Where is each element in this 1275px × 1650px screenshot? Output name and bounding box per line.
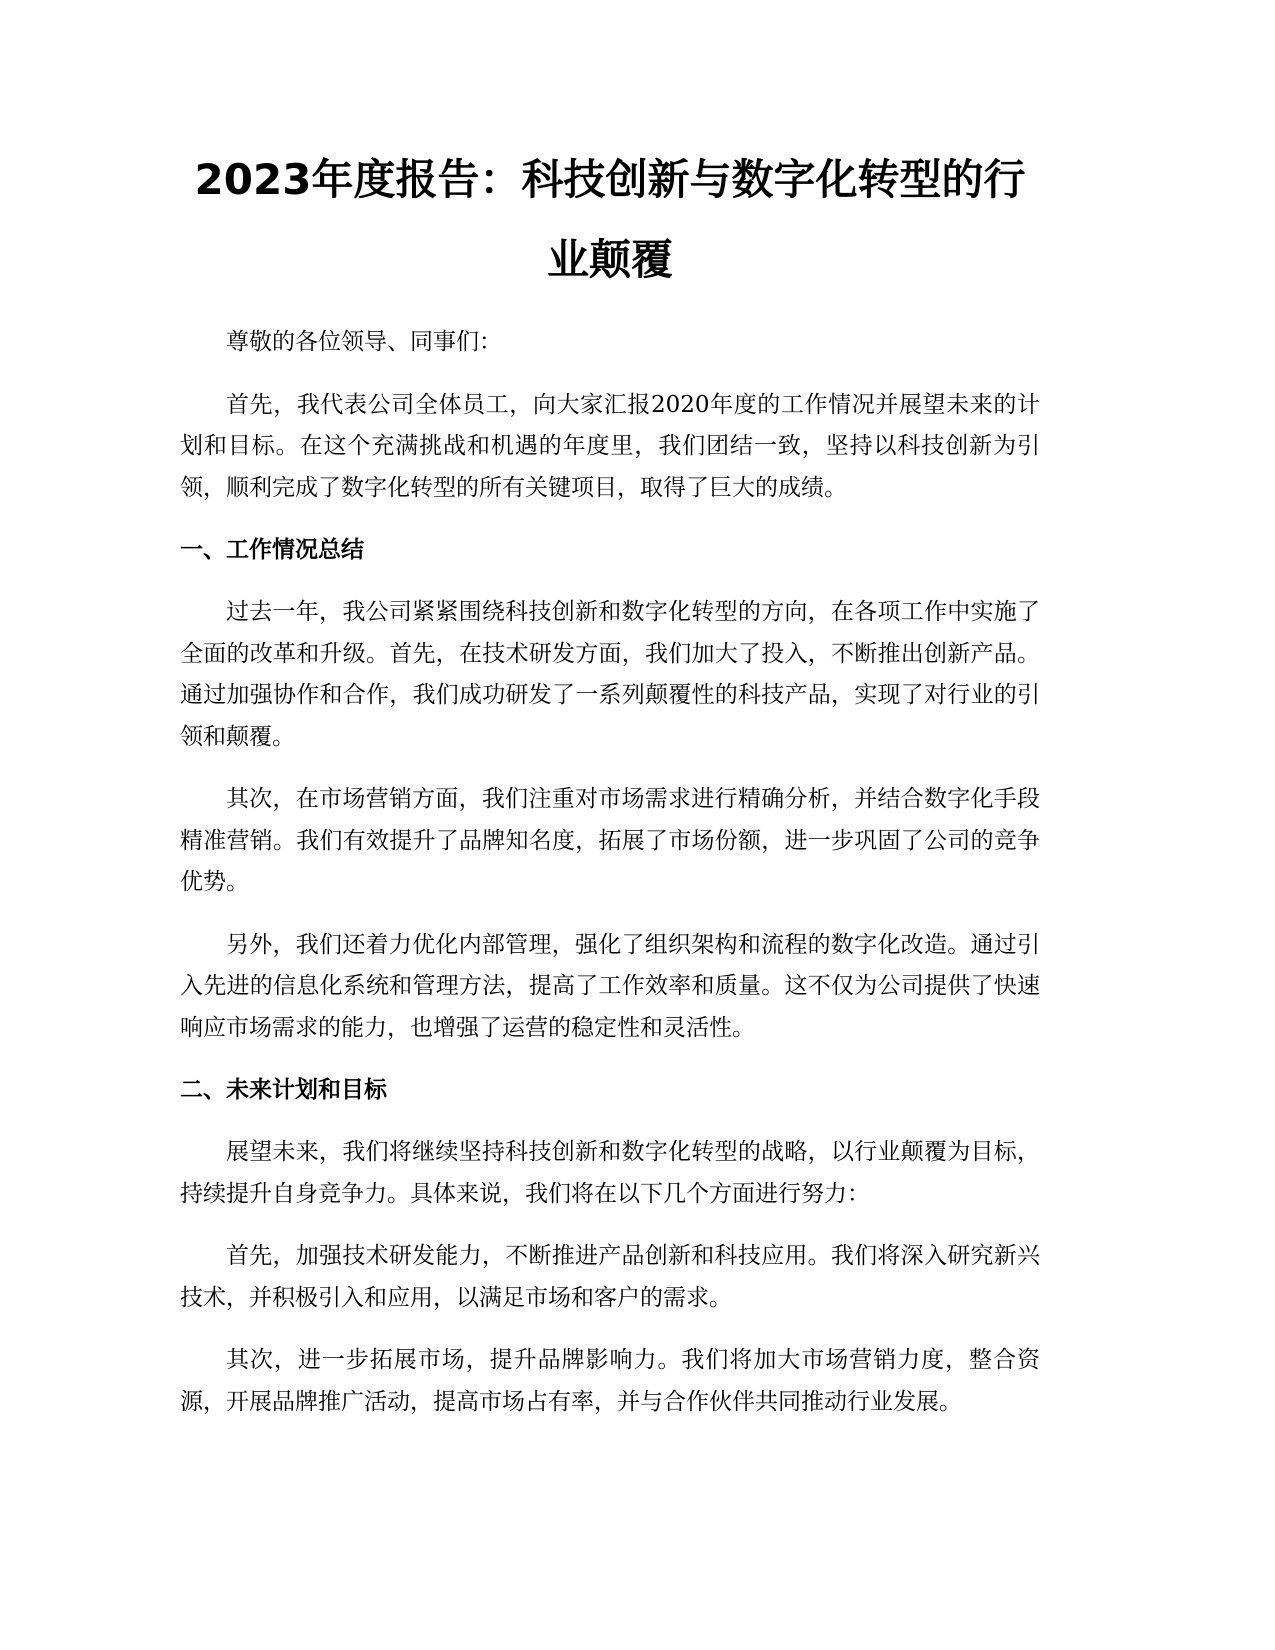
intro-paragraph: 首先，我代表公司全体员工，向大家汇报2020年度的工作情况并展望未来的计划和目标。在这个充满挑战和机遇的年度里，我们团结一致，坚持以科技创新为引领，顺利完成了数字化转型的所有关键项目，取得了巨大的成绩。 [180,391,1040,501]
document-title: 2023年度报告：科技创新与数字化转型的行业颠覆 [194,155,1026,284]
section-heading-plans: 二、未来计划和目标 [180,1077,387,1103]
paragraph: 过去一年，我公司紧紧围绕科技创新和数字化转型的方向，在各项工作中实施了全面的改革和升级。首先，在技术研发方面，我们加大了投入，不断推出创新产品。通过加强协作和合作，我们成功研发了一系列颠覆性的科技产品，实现了对行业的引领和颠覆。 [180,599,1040,750]
paragraph: 其次，在市场营销方面，我们注重对市场需求进行精确分析，并结合数字化手段精准营销。我们有效提升了品牌知名度，拓展了市场份额，进一步巩固了公司的竞争优势。 [180,786,1040,895]
section-heading-summary: 一、工作情况总结 [180,537,364,563]
salutation: 尊敬的各位领导、同事们： [226,329,502,355]
paragraph: 展望未来，我们将继续坚持科技创新和数字化转型的战略，以行业颠覆为目标，持续提升自身竞争力。具体来说，我们将在以下几个方面进行努力： [180,1139,1040,1207]
paragraph: 另外，我们还着力优化内部管理，强化了组织架构和流程的数字化改造。通过引入先进的信息化系统和管理方法，提高了工作效率和质量。这不仅为公司提供了快速响应市场需求的能力，也增强了运营的稳定性和灵活性。 [180,931,1040,1041]
paragraph: 其次，进一步拓展市场，提升品牌影响力。我们将加大市场营销力度，整合资源，开展品牌推广活动，提高市场占有率，并与合作伙伴共同推动行业发展。 [180,1347,1040,1415]
document-body [180,140,1040,1444]
paragraph: 首先，加强技术研发能力，不断推进产品创新和科技应用。我们将深入研究新兴技术，并积极引入和应用，以满足市场和客户的需求。 [180,1243,1040,1311]
